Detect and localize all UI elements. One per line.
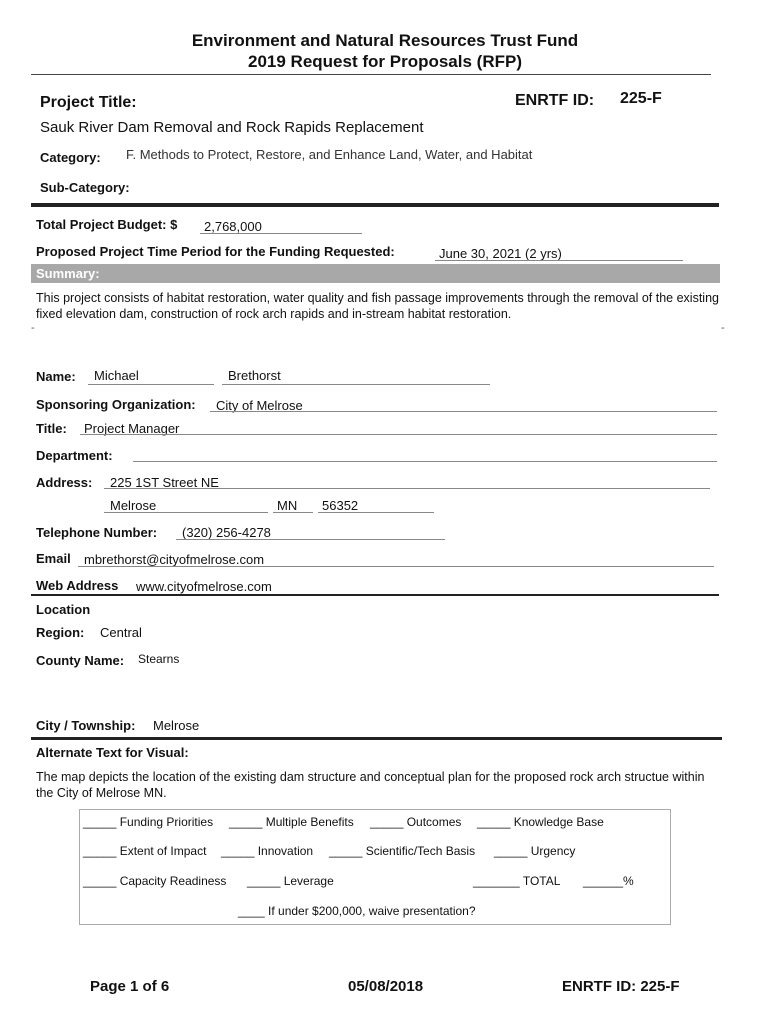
- header-title: Environment and Natural Resources Trust Fund: [191, 31, 579, 50]
- title-underline: [80, 434, 717, 435]
- region-label: Region:: [36, 625, 85, 640]
- last-name-underline: [222, 384, 490, 385]
- budget-underline: [200, 233, 362, 234]
- summary-label: Summary:: [36, 266, 100, 281]
- state-value: MN: [277, 498, 298, 513]
- summary-dash-right: -: [721, 322, 725, 334]
- project-title-value: Sauk River Dam Removal and Rock Rapids Replacement: [40, 119, 424, 136]
- time-period-label: Proposed Project Time Period for the Funding Requested:: [36, 244, 395, 259]
- category-value: F. Methods to Protect, Restore, and Enhance Land, Water, and Habitat: [126, 147, 533, 162]
- county-value: Stearns: [138, 652, 180, 666]
- region-value: Central: [100, 625, 142, 640]
- footer-page: Page 1 of 6: [90, 978, 170, 995]
- phone-label: Telephone Number:: [36, 525, 158, 540]
- criteria-percent: ______%: [583, 874, 634, 888]
- summary-bar: [31, 264, 720, 283]
- city-township-value: Melrose: [153, 718, 200, 733]
- city-underline: [104, 512, 268, 513]
- address-label: Address:: [36, 475, 93, 490]
- phone-underline: [176, 539, 445, 540]
- summary-dash-left: -: [31, 322, 35, 334]
- header-divider: [31, 74, 711, 75]
- web-divider: [31, 594, 719, 596]
- first-name-value: Michael: [94, 368, 139, 383]
- title-value: Project Manager: [84, 421, 180, 436]
- summary-text: This project consists of habitat restoration, water quality and fish passage improvements through the removal of the existing fixed elevation dam, construction of rock arch rapids and in-stream habitat restoration.: [36, 291, 719, 321]
- enrtf-id-label: ENRTF ID:: [515, 92, 595, 109]
- subcategory-label: Sub-Category:: [40, 180, 130, 195]
- first-name-underline: [88, 384, 214, 385]
- criteria-knowledge-base: _____ Knowledge Base: [477, 815, 604, 829]
- section-divider: [31, 203, 719, 207]
- department-underline: [133, 461, 717, 462]
- state-underline: [273, 512, 313, 513]
- street-underline: [104, 488, 710, 489]
- criteria-funding-priorities: _____ Funding Priorities: [83, 815, 214, 829]
- name-label: Name:: [36, 369, 76, 384]
- criteria-urgency: _____ Urgency: [494, 844, 576, 858]
- criteria-outcomes: _____ Outcomes: [370, 815, 462, 829]
- budget-value: 2,768,000: [204, 219, 262, 234]
- criteria-waive: ____ If under $200,000, waive presentation?: [238, 904, 476, 918]
- category-label: Category:: [40, 150, 101, 165]
- email-underline: [78, 566, 714, 567]
- org-underline: [210, 411, 717, 412]
- criteria-extent-of-impact: _____ Extent of Impact: [83, 844, 207, 858]
- time-period-value: June 30, 2021 (2 yrs): [439, 246, 562, 261]
- web-label: Web Address: [36, 578, 119, 593]
- org-label: Sponsoring Organization:: [36, 397, 196, 412]
- zip-underline: [318, 512, 434, 513]
- location-heading: Location: [36, 602, 91, 617]
- alt-text-divider: [31, 737, 722, 740]
- criteria-innovation: _____ Innovation: [221, 844, 314, 858]
- alt-text-body: The map depicts the location of the existing dam structure and conceptual plan for the proposed rock arch structue within the City of Melrose MN.: [36, 770, 705, 800]
- project-title-label: Project Title:: [40, 94, 137, 111]
- criteria-leverage: _____ Leverage: [247, 874, 334, 888]
- criteria-capacity: _____ Capacity Readiness: [83, 874, 227, 888]
- zip-value: 56352: [322, 498, 359, 513]
- footer-id: ENRTF ID: 225-F: [562, 978, 680, 995]
- phone-value: (320) 256-4278: [182, 525, 271, 540]
- web-value: www.cityofmelrose.com: [136, 579, 272, 594]
- county-label: County Name:: [36, 653, 125, 668]
- city-value: Melrose: [110, 498, 157, 513]
- email-value: mbrethorst@cityofmelrose.com: [84, 552, 265, 567]
- last-name-value: Brethorst: [228, 368, 281, 383]
- street-value: 225 1ST Street NE: [110, 475, 219, 490]
- budget-label: Total Project Budget: $: [36, 217, 178, 232]
- enrtf-id-value: 225-F: [620, 90, 662, 107]
- header-subtitle: 2019 Request for Proposals (RFP): [248, 52, 522, 71]
- email-label: Email: [36, 551, 71, 566]
- department-label: Department:: [36, 448, 113, 463]
- footer-date: 05/08/2018: [348, 978, 424, 995]
- criteria-total: _______ TOTAL: [473, 874, 561, 888]
- criteria-scientific: _____ Scientific/Tech Basis: [329, 844, 476, 858]
- title-label: Title:: [36, 421, 67, 436]
- org-value: City of Melrose: [216, 398, 303, 413]
- alt-text-heading: Alternate Text for Visual:: [36, 745, 189, 760]
- time-period-underline: [435, 260, 683, 261]
- city-township-label: City / Township:: [36, 718, 136, 733]
- criteria-multiple-benefits: _____ Multiple Benefits: [229, 815, 354, 829]
